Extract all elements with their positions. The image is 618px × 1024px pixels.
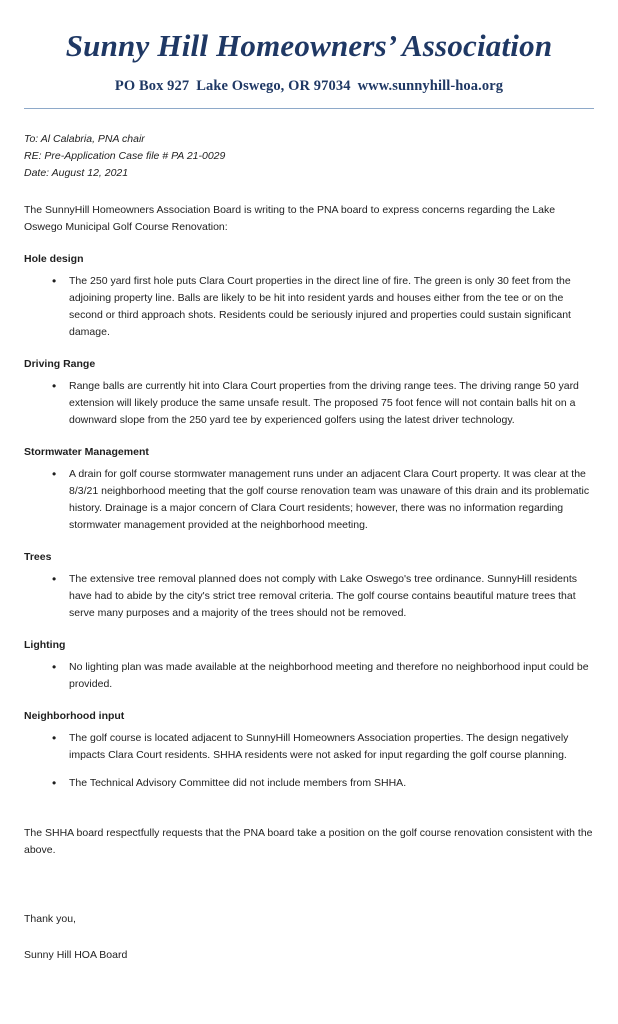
signoff-signer: Sunny Hill HOA Board	[24, 948, 128, 961]
section-driving-range	[24, 358, 594, 429]
section-heading: Stormwater Management	[24, 445, 149, 458]
section-neighborhood-input	[24, 710, 594, 792]
letterhead	[24, 28, 594, 95]
signoff-block	[24, 911, 594, 964]
section-bullet-list	[24, 571, 594, 622]
city-state-zip-text: Lake Oswego, OR 97034	[196, 77, 351, 94]
date-line: Date: August 12, 2021	[24, 166, 129, 179]
list-item: • A drain for golf course stormwater management runs under an adjacent Clara Court property. It was clear at the 8/3/21 neighborhood meeting that the golf course renovation team was unaware of this drain and its problematic history. Drainage is a major concern of Clara Court residents; however, there was no information regarding stormwater management provided at the neighborhood meeting.	[24, 466, 594, 534]
section-heading: Lighting	[24, 638, 66, 651]
list-item: • The Technical Advisory Committee did not include members from SHHA.	[24, 775, 594, 792]
list-item: • The 250 yard first hole puts Clara Court properties in the direct line of fire. The green is only 30 feet from the adjoining property line. Balls are likely to be hit into resident yards and houses either from the tee or on the second or third approach shots. Residents could be seriously injured and properties could sustain significant damage.	[24, 273, 594, 341]
list-item: • The golf course is located adjacent to SunnyHill Homeowners Association properties. The design negatively impacts Clara Court residents. SHHA residents were not asked for input regarding the golf course planning.	[24, 730, 594, 764]
section-heading: Hole design	[24, 252, 84, 265]
recipient-line: To: Al Calabria, PNA chair	[24, 132, 145, 145]
organization-contact-line	[24, 78, 594, 95]
closing-paragraph: The SHHA board respectfully requests that the PNA board take a position on the golf course renovation consistent with the above.	[24, 826, 593, 856]
section-trees	[24, 551, 594, 622]
header-divider	[24, 108, 594, 109]
intro-paragraph: The SunnyHill Homeowners Association Board is writing to the PNA board to express concerns regarding the Lake Oswego Municipal Golf Course Renovation:	[24, 203, 556, 233]
section-bullet-list	[24, 466, 594, 534]
organization-title: Sunny Hill Homeowners’ Association	[65, 28, 553, 63]
po-box-text: PO Box 927	[114, 77, 190, 94]
section-bullet-list	[24, 273, 594, 341]
letter-metadata	[24, 131, 594, 182]
section-heading: Trees	[24, 550, 52, 563]
section-hole-design	[24, 253, 594, 341]
section-heading: Neighborhood input	[24, 709, 125, 722]
section-bullet-list	[24, 659, 594, 693]
subject-line: RE: Pre-Application Case file # PA 21-0029	[24, 149, 226, 162]
section-stormwater-management	[24, 446, 594, 534]
section-lighting	[24, 639, 594, 693]
website-link[interactable]: www.sunnyhill-hoa.org	[357, 77, 504, 94]
list-item: • Range balls are currently hit into Clara Court properties from the driving range tees. The driving range 50 yard extension will likely produce the same unsafe result. The proposed 75 foot fence will not contain balls hit on a downward slope from the 250 yard tee by experienced golfers using the latest driver technology.	[24, 378, 594, 429]
list-item: • The extensive tree removal planned does not comply with Lake Oswego's tree ordinance. SunnyHill residents have had to abide by the city's strict tree removal criteria. The golf course contains beautiful mature trees that serve many purposes and a majority of the trees should not be removed.	[24, 571, 594, 622]
signoff-thanks: Thank you,	[24, 912, 76, 925]
section-heading: Driving Range	[24, 357, 96, 370]
section-bullet-list	[24, 378, 594, 429]
section-bullet-list	[24, 730, 594, 792]
list-item: • No lighting plan was made available at the neighborhood meeting and therefore no neighborhood input could be provided.	[24, 659, 594, 693]
